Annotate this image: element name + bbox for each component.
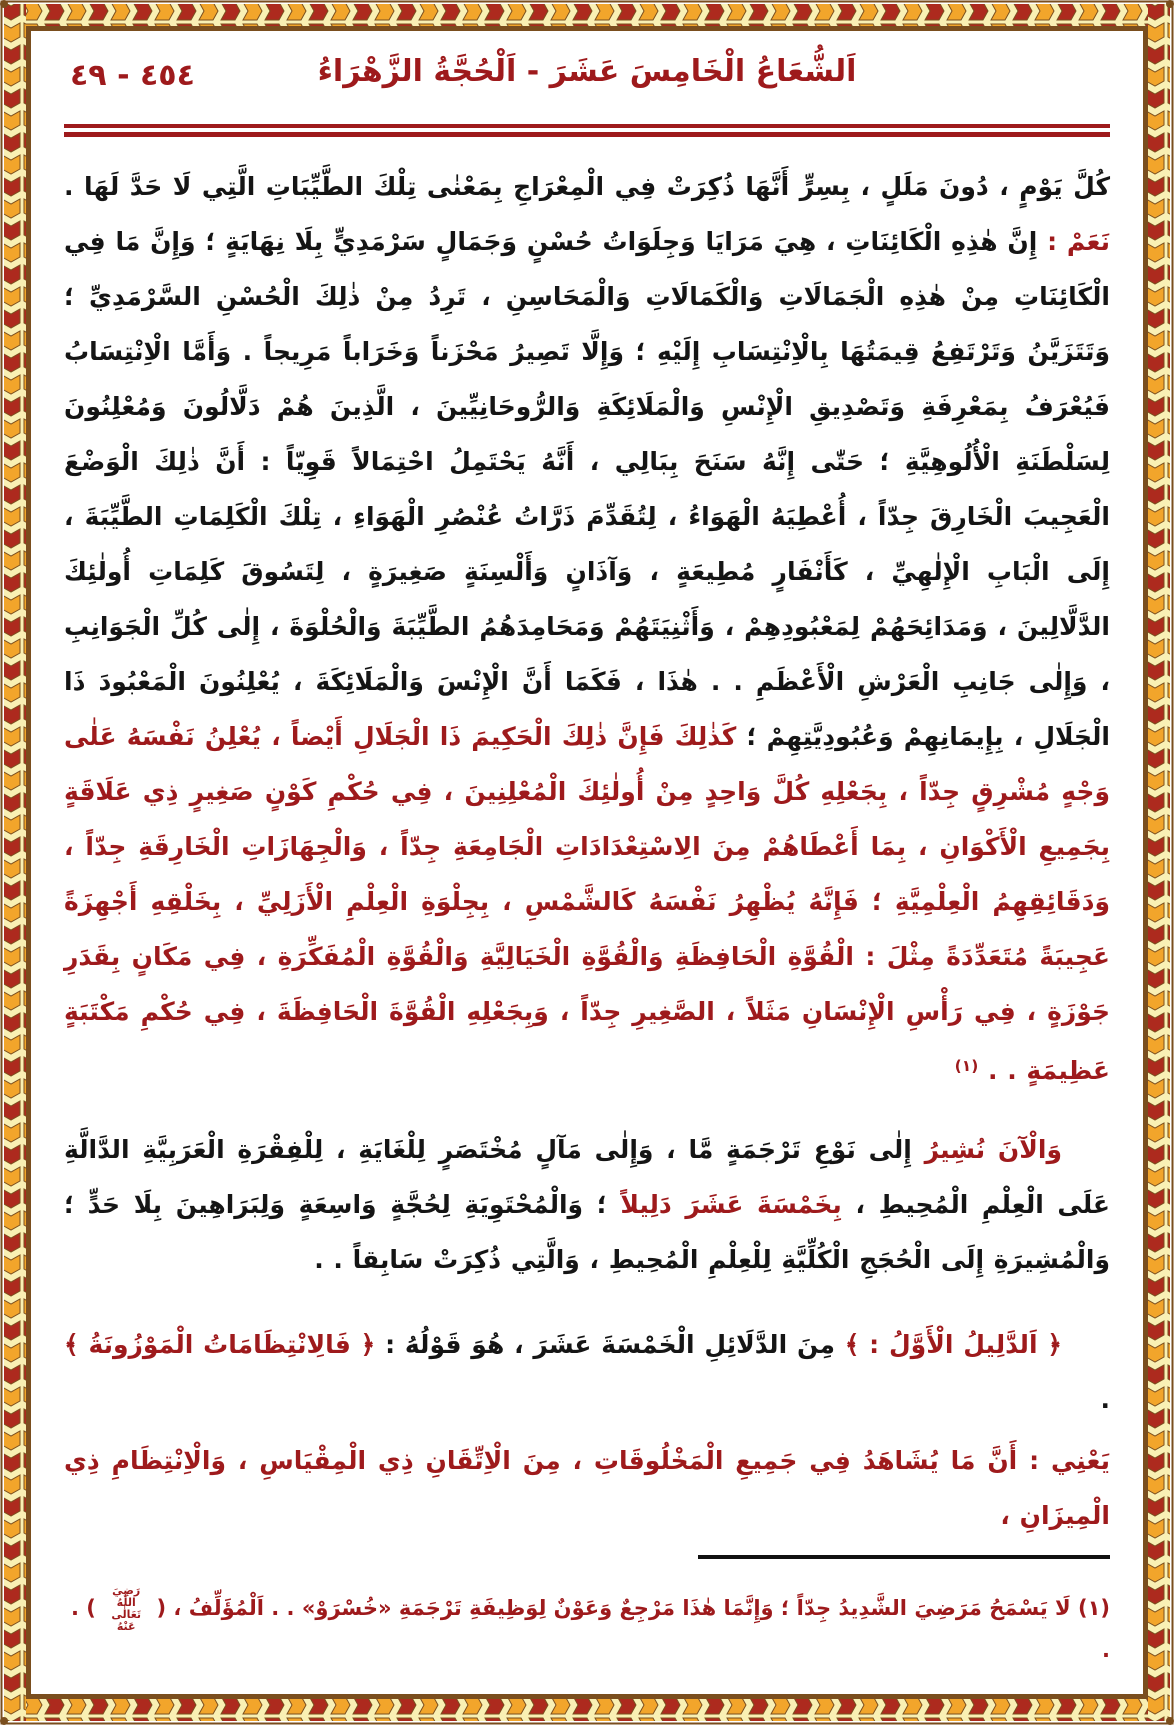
paragraph-4 (64, 1433, 1110, 1543)
paragraph-2 (64, 1122, 1110, 1287)
footnote-divider (698, 1555, 1110, 1559)
header-double-rule (64, 124, 1110, 137)
text-segment-red: ﴿ اَلدَّلِيلُ الْأَوَّلُ : ﴾ (834, 1329, 1062, 1359)
text-segment-black: . (1100, 1384, 1110, 1414)
footnote-text (64, 1585, 1110, 1667)
text-segment-red: يَعْنِي : أَنَّ مَا يُشَاهَدُ فِي جَمِيعِ الْمَخْلُوقَاتِ ، مِنَ الْاِتِّقَانِ ذِي الْمِقْيَاسِ ، وَالْاِنْتِظَامِ ذِي الْمِيزَانِ ، (64, 1445, 1110, 1530)
text-segment-red: بِخَمْسَةَ عَشَرَ دَلِيلاً (606, 1189, 842, 1219)
page-number: ٤٥٤ - ٤٩ (70, 58, 195, 93)
text-segment-marker: (١) (954, 1057, 979, 1075)
text-segment-red: ) . . (71, 1596, 1110, 1662)
text-segment-red: (١) لَا يَسْمَحُ مَرَضِيَ الشَّدِيدُ جِدّاً ؛ وَإِنَّمَا هٰذَا مَرْجِعٌ وَعَوْنٌ لِوَظِيفَةِ تَرْجَمَةِ «خُسْرَوْ» . . اَلْمُؤَلِّفُ ، ( (149, 1596, 1110, 1620)
text-segment-red: كَذٰلِكَ فَإِنَّ ذٰلِكَ الْحَكِيمَ ذَا الْجَلَالِ أَيْضاً ، يُعْلِنُ نَفْسَهُ عَلٰى وَجْهٍ مُشْرِقٍ جِدّاً ، بِجَعْلِهِ كُلَّ وَاحِدٍ مِنْ أُولٰئِكَ الْمُعْلِنِينَ ، فِي حُكْمِ كَوْنٍ صَغِيرٍ ذِي عَلَاقَةٍ بِجَمِيعِ الْأَكْوَانِ ، بِمَا أَعْطَاهُمْ مِنَ الِاسْتِعْدَادَاتِ الْجَامِعَةِ جِدّاً ، وَالْجِهَازَاتِ الْخَارِقَةِ جِدّاً ، وَدَقَائِقِهِمُ الْعِلْمِيَّةِ ؛ فَإِنَّهُ يُظْهِرُ نَفْسَهُ كَالشَّمْسِ ، بِجِلْوَةِ الْعِلْمِ الْأَزَلِيِّ ، بِخَلْقِهِ أَجْهِزَةً عَجِيبَةً مُتَعَدِّدَةً مِثْلَ : الْقُوَّةِ الْحَافِظَةِ وَالْقُوَّةِ الْخَيَالِيَّةِ وَالْقُوَّةِ الْمُفَكِّرَةِ ، فِي مَكَانٍ بِقَدَرِ جَوْزَةٍ ، فِي رَأْسِ الْإِنْسَانِ مَثَلاً ، الصَّغِيرِ جِدّاً ، وَبِجَعْلِهِ الْقُوَّةَ الْحَافِظَةَ ، فِي حُكْمِ مَكْتَبَةٍ عَظِيمَةٍ . . (64, 722, 1110, 1085)
page-title: اَلشُّعَاعُ الْخَامِسَ عَشَرَ - اَلْحُجَّةُ الزَّهْرَاءُ (317, 54, 857, 89)
paragraph-1 (64, 159, 1110, 1098)
text-segment-black: إِنَّ هٰذِهِ الْكَائِنَاتِ ، هِيَ مَرَايَا وَجِلَوَاتُ حُسْنٍ وَجَمَالٍ سَرْمَدِيٍّ بِلَا نِهَايَةٍ ؛ وَإِنَّ مَا فِي الْكَائِنَاتِ مِنْ هٰذِهِ الْجَمَالَاتِ وَالْكَمَالَاتِ وَالْمَحَاسِنِ ، تَرِدُ مِنْ ذٰلِكَ الْحُسْنِ السَّرْمَدِيِّ ؛ وَتَتَزَيَّنُ وَتَرْتَفِعُ قِيمَتُهَا بِالْاِنْتِسَابِ إِلَيْهِ ؛ وَإِلَّا تَصِيرُ مَحْزَناً وَخَرَاباً مَرِيجاً . وَأَمَّا الْاِنْتِسَابُ فَيُعْرَفُ بِمَعْرِفَةِ وَتَصْدِيقِ الْإِنْسِ وَالْمَلَائِكَةِ وَالرُّوحَانِيِّينَ ، الَّذِينَ هُمْ دَلَّالُونَ وَمُعْلِنُونَ لِسَلْطَنَةِ الْأُلُوهِيَّةِ ؛ حَتّٰى إِنَّهُ سَنَحَ بِبَالِي ، أَنَّهُ يَحْتَمِلُ احْتِمَالاً قَوِيّاً : أَنَّ ذٰلِكَ الْوَضْعَ الْعَجِيبَ الْخَارِقَ جِدّاً ، أُعْطِيَهُ الْهَوَاءُ ، لِتُقَدِّمَ ذَرَّاتُ عُنْصُرِ الْهَوَاءِ ، تِلْكَ الْكَلِمَاتِ الطَّيِّبَةَ ، إِلَى الْبَابِ الْإِلٰهِيِّ ، كَأَنْفَارٍ مُطِيعَةٍ ، وَآذَانٍ وَأَلْسِنَةٍ صَغِيرَةٍ ، لِتَسُوقَ كَلِمَاتِ أُولٰئِكَ الدَّلَّالِينَ ، وَمَدَائِحَهُمْ لِمَعْبُودِهِمْ ، وَأَثْنِيَتَهُمْ وَمَحَامِدَهُمُ الطَّيِّبَةَ وَالْحُلْوَةَ ، إِلٰى كُلِّ الْجَوَانِبِ ، وَإِلٰى جَانِبِ الْعَرْشِ الْأَعْظَمِ . . هٰذَا ، فَكَمَا أَنَّ الْإِنْسَ وَالْمَلَائِكَةَ ، يُعْلِنُونَ الْمَعْبُودَ ذَا الْجَلَالِ ، بِإِيمَانِهِمْ وَعُبُودِيَّتِهِمْ ؛ (64, 227, 1110, 751)
text-segment-red: ﴿ فَالِانْتِظَامَاتُ الْمَوْزُونَةُ ﴾ (64, 1329, 376, 1359)
text-segment-black: كُلَّ يَوْمٍ ، دُونَ مَلَلٍ ، بِسِرٍّ أَنَّهَا ذُكِرَتْ فِي الْمِعْرَاجِ بِمَعْنٰى تِلْكَ الطَّيِّبَاتِ الَّتِي لَا حَدَّ لَهَا . (64, 172, 1110, 201)
text-segment-black: ؛ وَالْمُحْتَوِيَةِ لِحُجَّةٍ وَاسِعَةٍ وَلِبَرَاهِينَ بِلَا حَدٍّ ؛ وَالْمُشِيرَةِ إِلَى الْحُجَجِ الْكُلِّيَّةِ لِلْعِلْمِ الْمُحِيطِ ، وَالَّتِي ذُكِرَتْ سَابِقاً . . (64, 1189, 1110, 1274)
text-segment-black: إِلٰى نَوْعِ تَرْجَمَةٍ مَّا ، وَإِلٰى مَآلٍ مُخْتَصَرٍ لِلْغَايَةِ ، لِلْفِقْرَةِ الْعَرَبِيَّةِ الدَّالَّةِ عَلَى الْعِلْمِ الْمُحِيطِ ، (64, 1134, 1110, 1219)
body-text (64, 159, 1110, 1543)
text-segment-red: نَعَمْ : (1037, 227, 1110, 256)
text-segment-seal: رَضِيَ اللّٰهُ تَعَالٰى عَنْهُ (111, 1584, 142, 1633)
text-segment-red: وَالْآنَ نُشِيرُ (911, 1134, 1062, 1164)
page-content (64, 44, 1110, 1681)
paragraph-3 (64, 1317, 1110, 1427)
page-header (64, 44, 1110, 118)
text-segment-black: مِنَ الدَّلَائِلِ الْخَمْسَةَ عَشَرَ ، هُوَ قَوْلُهُ : (375, 1329, 835, 1359)
footnote-area (64, 1555, 1110, 1667)
